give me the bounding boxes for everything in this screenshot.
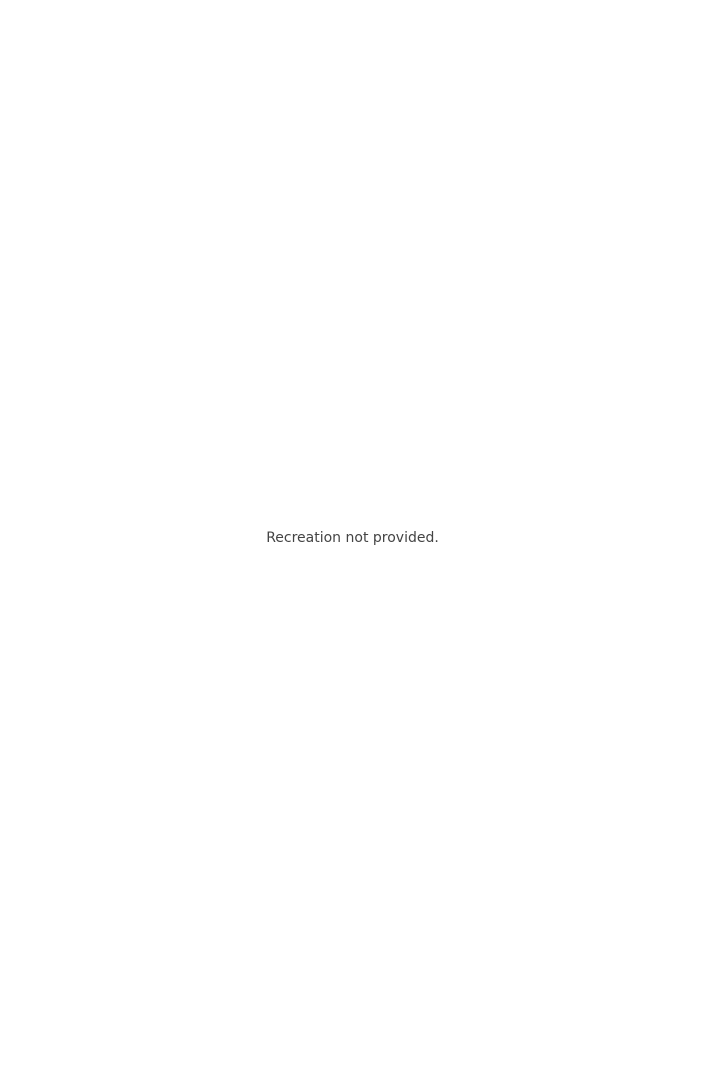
status-message: Recreation not provided.	[266, 529, 439, 546]
